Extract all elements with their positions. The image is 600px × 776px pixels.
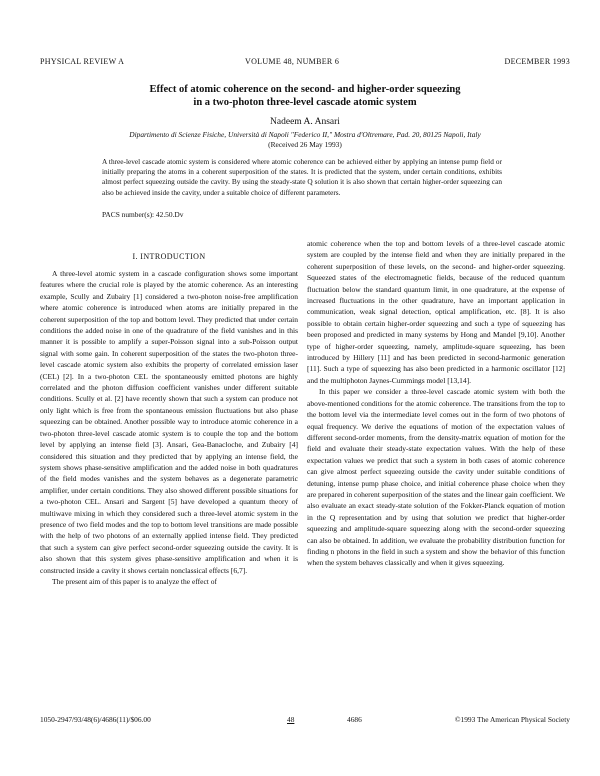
body-paragraph: The present aim of this paper is to analyze the effect of — [52, 576, 218, 586]
abstract: A three-level cascade atomic system is considered where atomic coherence can be achieved either by applying an intense pump field or initially preparing the atoms in a coherent superposition of the states. It is predicted that the system, under certain conditions, exhibits almost perfect squeezing outside the cavity. By using the steady-state Q solution it is also shown that certain higher-order squeezing can also be achieved inside the cavity, under a suitable choice of different parameters. — [102, 157, 502, 197]
right-column — [307, 238, 565, 710]
volume-footer-number: 48 — [287, 715, 295, 724]
page-footer — [40, 715, 570, 727]
volume-number: VOLUME 48, NUMBER 6 — [245, 57, 340, 66]
body-paragraph: In this paper we consider a three-level cascade atomic system with both the above-mentioned conditions for the atomic coherence. The transitions from the top to the bottom level via the intermediate level comes out in the form of two photons of equal frequency. We derive the equations of motion of the expectation values of different second-order moments, from the density-matrix equation of motion for the field and evaluate their steady-state expectation values. With the help of these expectation values we predict that such a system in both cases of atomic coherence can give almost perfect squeezing outside the cavity under suitable conditions of detuning, intense pump phase choice, and initial coherence phase choice when they are prepared in coherent superposition of the states and the linear gain coefficient. We also evaluate an exact steady-state solution of the Fokker-Planck equation of motion in the Q representation and by using that solution we predict that higher-order squeezing and amplitude-square squeezing along with the second-order squeezing can also be obtained. In addition, we evaluate the probability distribution function for finding n photons in the field in such a system and show the behavior of this function when the system behaves classically and when it gives squeezing. — [307, 387, 565, 568]
received-date: (Received 26 May 1993) — [268, 140, 342, 149]
title-line-1: Effect of atomic coherence on the second- and higher-order squeezing — [149, 84, 461, 95]
author-name: Nadeem A. Ansari — [270, 117, 340, 127]
page-number: 4686 — [347, 715, 362, 724]
author-affiliation: Dipartimento di Scienze Fisiche, Università di Napoli "Federico II," Mostra d'Oltremare, Pad. 20, 80125 Napoli, Italy — [129, 130, 481, 139]
body-paragraph: atomic coherence when the top and bottom levels of a three-level cascade atomic system are coupled by the intense field and when they are initially prepared in the coherent superposition of these levels, on the second- and higher-order squeezing. Squeezed states of the electromagnetic fields, because of the reduced quantum fluctuation below the standard quantum limit, in one quadrature, at the expense of increased fluctuations in the other quadrature, have an important application in communication, weak signal detection, optical amplification, etc. [8]. It is also possible to obtain certain higher-order squeezing and such a type of squeezing has been proposed and predicted in many systems by Hong and Mandel [9,10]. Another type of higher-order squeezing, namely, amplitude-square squeezing, has been introduced by Hillery [11] and has been predicted in second-harmonic generation [11]. Such a type of squeezing has also been predicted in a harmonic oscillator [12] and the multiphoton Jaynes-Cummings model [13,14]. — [307, 239, 565, 385]
article-id: 1050-2947/93/48(6)/4686(11)/$06.00 — [40, 715, 151, 724]
issue-date: DECEMBER 1993 — [504, 57, 570, 66]
title-line-2: in a two-photon three-level cascade atomic system — [193, 97, 417, 108]
journal-name: PHYSICAL REVIEW A — [40, 57, 125, 66]
pacs-numbers: PACS number(s): 42.50.Dv — [102, 210, 184, 219]
left-column — [40, 268, 298, 710]
copyright-notice: ©1993 The American Physical Society — [454, 715, 570, 724]
paper-title — [40, 83, 570, 109]
body-paragraph: A three-level atomic system in a cascade configuration shows some important features where the crucial role is played by the atomic coherence. As an interesting example, Scully and Zubairy [1] considered a two-photon noise-free amplification where atomic coherence is introduced when atoms are initially prepared in the coherent superposition of the top and bottom level. They predicted that under certain conditions the added noise in one of the quadrature of the field vanishes and in this manner it is possible to amplify a super-Poisson signal into a sub-Poisson output signal with some gain. In coherent superposition of the states the two-photon three-level cascade atomic system also exhibits the property of correlated emission laser (CEL) [2]. In a two-photon CEL the spontaneously emitted photons are highly correlated and the photon diffusion coefficient vanishes under different suitable conditions. Scully et al. [2] have recently shown that such a system can produce not only light which is free from the spontaneous emission fluctuations but also phase squeezing can be obtained. Another possible way to introduce atomic coherence in a two-photon three-level cascade atomic system is to couple the top and the bottom level by applying an intense field [3]. Ansari, Gea-Banacloche, and Zubairy [4] considered this situation and they predicted that by applying an intense field, the system shows phase-sensitive amplification and the added noise in both quadratures of the field modes vanishes and the system behaves as a degenerate parametric amplifier, under certain conditions. They also showed different possible situations for a two-photon CEL. Ansari and Sargent [5] have developed a quantum theory of multiwave mixing in which they considered such a three-level atomic system in the presence of two field modes and the top to bottom level transitions are made possible with the help of two photons of an externally applied intense field. They predicted that such a system can give perfect second-order squeezing outside the cavity. It is also shown that this system gives phase-sensitive amplification and when it is constructed inside a cavity it shows certain nonclassical effects [6,7]. — [40, 269, 298, 575]
section-heading: I. INTRODUCTION — [132, 252, 206, 261]
running-header — [40, 57, 570, 69]
